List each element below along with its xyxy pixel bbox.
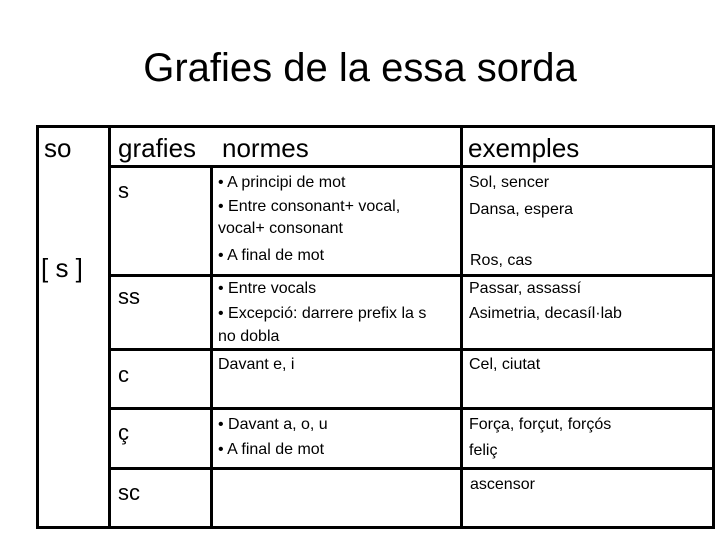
norma-line: vocal+ consonant [218,220,343,237]
exemple-line: Passar, assassí [469,280,582,297]
grafia-c-cedilla: ç [118,420,129,445]
row-divider [108,165,715,168]
exemple-line: Ros, cas [470,252,533,269]
grafia-s: s [118,178,129,203]
header-normes: normes [222,133,309,163]
norma-line: • A final de mot [218,247,325,264]
column-divider [210,165,213,529]
page-title: Grafies de la essa sorda [143,46,577,90]
phoneme-symbol: [ s ] [41,253,83,283]
norma-line: • A principi de mot [218,174,346,191]
norma-line: • Excepció: darrere prefix la s [218,305,427,322]
table-border-bottom [36,526,715,529]
row-divider [108,348,715,351]
row-divider [108,467,715,470]
header-grafies: grafies [118,133,197,163]
exemple-line: feliç [469,442,498,459]
header-exemples: exemples [468,133,580,163]
exemple-line: Sol, sencer [469,174,550,191]
norma-line: • Entre vocals [218,280,317,297]
exemple-line: Cel, ciutat [469,356,541,373]
exemple-line: Força, forçut, forçós [469,416,612,433]
grafia-sc: sc [118,480,140,505]
row-divider [108,407,715,410]
table-border-top [36,125,715,128]
exemple-line: ascensor [470,476,535,493]
row-divider [108,274,715,277]
grafia-ss: ss [118,284,140,309]
norma-line: • A final de mot [218,441,325,458]
table-border-left [36,125,39,529]
norma-line: • Davant a, o, u [218,416,328,433]
norma-line: • Entre consonant+ vocal, [218,198,401,215]
grafia-c: c [118,362,129,387]
norma-line: no dobla [218,328,280,345]
exemple-line: Asimetria, decasíl·lab [469,305,622,322]
header-so: so [44,133,72,163]
exemple-line: Dansa, espera [469,201,574,218]
norma-line: Davant e, i [218,356,295,373]
